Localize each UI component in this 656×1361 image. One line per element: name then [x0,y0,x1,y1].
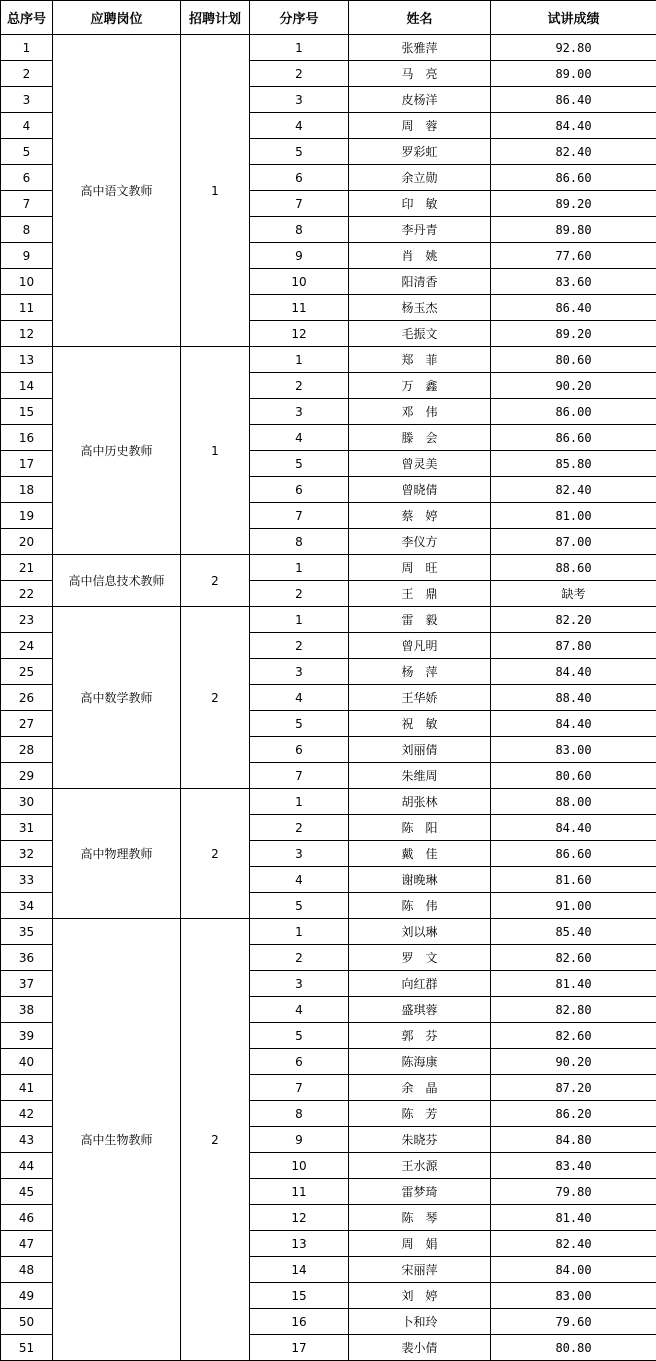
sub-no-cell: 3 [250,87,349,113]
total-no-cell: 24 [1,633,53,659]
name-cell: 杨玉杰 [349,295,491,321]
name-cell: 曾凡明 [349,633,491,659]
sub-no-cell: 8 [250,1101,349,1127]
header-name: 姓名 [349,1,491,35]
score-cell: 85.40 [491,919,656,945]
plan-cell: 1 [181,35,250,347]
position-cell: 高中语文教师 [53,35,181,347]
total-no-cell: 8 [1,217,53,243]
score-cell: 86.60 [491,165,656,191]
name-cell: 王水源 [349,1153,491,1179]
name-cell: 祝 敏 [349,711,491,737]
name-cell: 陈海康 [349,1049,491,1075]
header-score: 试讲成绩 [491,1,656,35]
score-cell: 82.40 [491,1231,656,1257]
sub-no-cell: 12 [250,321,349,347]
total-no-cell: 50 [1,1309,53,1335]
sub-no-cell: 3 [250,399,349,425]
sub-no-cell: 9 [250,1127,349,1153]
score-cell: 86.00 [491,399,656,425]
name-cell: 朱维周 [349,763,491,789]
sub-no-cell: 11 [250,1179,349,1205]
sub-no-cell: 7 [250,1075,349,1101]
name-cell: 李仪方 [349,529,491,555]
sub-no-cell: 5 [250,893,349,919]
score-cell: 81.60 [491,867,656,893]
score-cell: 88.00 [491,789,656,815]
sub-no-cell: 5 [250,711,349,737]
name-cell: 郑 菲 [349,347,491,373]
total-no-cell: 49 [1,1283,53,1309]
total-no-cell: 44 [1,1153,53,1179]
sub-no-cell: 5 [250,1023,349,1049]
sub-no-cell: 4 [250,867,349,893]
score-cell: 84.40 [491,659,656,685]
name-cell: 刘丽倩 [349,737,491,763]
sub-no-cell: 6 [250,165,349,191]
name-cell: 刘以琳 [349,919,491,945]
name-cell: 周 旺 [349,555,491,581]
sub-no-cell: 7 [250,763,349,789]
name-cell: 陈 芳 [349,1101,491,1127]
name-cell: 雷梦琦 [349,1179,491,1205]
name-cell: 滕 会 [349,425,491,451]
name-cell: 张雅萍 [349,35,491,61]
total-no-cell: 41 [1,1075,53,1101]
name-cell: 阳清香 [349,269,491,295]
score-cell: 88.40 [491,685,656,711]
score-cell: 82.80 [491,997,656,1023]
score-cell: 84.40 [491,113,656,139]
total-no-cell: 6 [1,165,53,191]
score-cell: 83.00 [491,1283,656,1309]
sub-no-cell: 17 [250,1335,349,1361]
total-no-cell: 1 [1,35,53,61]
sub-no-cell: 2 [250,61,349,87]
score-cell: 83.60 [491,269,656,295]
plan-cell: 1 [181,347,250,555]
sub-no-cell: 3 [250,659,349,685]
sub-no-cell: 4 [250,113,349,139]
sub-no-cell: 7 [250,191,349,217]
sub-no-cell: 8 [250,529,349,555]
table-row [1,347,656,373]
header-plan: 招聘计划 [181,1,250,35]
score-cell: 92.80 [491,35,656,61]
header-row [1,1,656,35]
name-cell: 陈 伟 [349,893,491,919]
total-no-cell: 13 [1,347,53,373]
name-cell: 罗 文 [349,945,491,971]
sub-no-cell: 13 [250,1231,349,1257]
total-no-cell: 9 [1,243,53,269]
sub-no-cell: 2 [250,581,349,607]
name-cell: 向红群 [349,971,491,997]
sub-no-cell: 3 [250,841,349,867]
name-cell: 万 鑫 [349,373,491,399]
total-no-cell: 21 [1,555,53,581]
name-cell: 陈 阳 [349,815,491,841]
total-no-cell: 14 [1,373,53,399]
total-no-cell: 2 [1,61,53,87]
name-cell: 周 娟 [349,1231,491,1257]
sub-no-cell: 6 [250,477,349,503]
name-cell: 曾晓倩 [349,477,491,503]
total-no-cell: 39 [1,1023,53,1049]
sub-no-cell: 2 [250,815,349,841]
name-cell: 肖 姚 [349,243,491,269]
total-no-cell: 36 [1,945,53,971]
score-cell: 81.40 [491,1205,656,1231]
table-body [1,35,656,1361]
score-cell: 88.60 [491,555,656,581]
table-row [1,555,656,581]
total-no-cell: 40 [1,1049,53,1075]
name-cell: 印 敏 [349,191,491,217]
score-cell: 87.20 [491,1075,656,1101]
sub-no-cell: 1 [250,919,349,945]
name-cell: 皮杨洋 [349,87,491,113]
name-cell: 王 鼎 [349,581,491,607]
sub-no-cell: 1 [250,555,349,581]
score-cell: 80.60 [491,763,656,789]
position-cell: 高中物理教师 [53,789,181,919]
table-row [1,607,656,633]
sub-no-cell: 2 [250,633,349,659]
total-no-cell: 10 [1,269,53,295]
total-no-cell: 7 [1,191,53,217]
total-no-cell: 17 [1,451,53,477]
sub-no-cell: 4 [250,997,349,1023]
sub-no-cell: 3 [250,971,349,997]
sub-no-cell: 4 [250,425,349,451]
sub-no-cell: 8 [250,217,349,243]
total-no-cell: 16 [1,425,53,451]
sub-no-cell: 1 [250,35,349,61]
sub-no-cell: 1 [250,607,349,633]
score-cell: 缺考 [491,581,656,607]
total-no-cell: 15 [1,399,53,425]
score-cell: 91.00 [491,893,656,919]
score-cell: 82.40 [491,477,656,503]
score-cell: 89.20 [491,321,656,347]
total-no-cell: 34 [1,893,53,919]
sub-no-cell: 16 [250,1309,349,1335]
score-cell: 84.80 [491,1127,656,1153]
total-no-cell: 42 [1,1101,53,1127]
score-cell: 82.60 [491,945,656,971]
name-cell: 余 晶 [349,1075,491,1101]
score-cell: 90.20 [491,1049,656,1075]
score-cell: 81.40 [491,971,656,997]
sub-no-cell: 14 [250,1257,349,1283]
header-total-no: 总序号 [1,1,53,35]
name-cell: 裴小倩 [349,1335,491,1361]
header-position: 应聘岗位 [53,1,181,35]
total-no-cell: 35 [1,919,53,945]
total-no-cell: 37 [1,971,53,997]
name-cell: 盛琪蓉 [349,997,491,1023]
total-no-cell: 26 [1,685,53,711]
total-no-cell: 23 [1,607,53,633]
score-cell: 83.40 [491,1153,656,1179]
name-cell: 罗彩虹 [349,139,491,165]
total-no-cell: 51 [1,1335,53,1361]
name-cell: 马 亮 [349,61,491,87]
score-cell: 86.40 [491,87,656,113]
score-cell: 80.80 [491,1335,656,1361]
plan-cell: 2 [181,919,250,1361]
plan-cell: 2 [181,555,250,607]
sub-no-cell: 6 [250,737,349,763]
total-no-cell: 46 [1,1205,53,1231]
total-no-cell: 11 [1,295,53,321]
score-cell: 89.80 [491,217,656,243]
score-cell: 86.60 [491,841,656,867]
score-cell: 80.60 [491,347,656,373]
score-cell: 87.00 [491,529,656,555]
score-cell: 82.60 [491,1023,656,1049]
score-cell: 84.00 [491,1257,656,1283]
name-cell: 胡张林 [349,789,491,815]
total-no-cell: 5 [1,139,53,165]
header-sub-no: 分序号 [250,1,349,35]
score-cell: 84.40 [491,711,656,737]
name-cell: 郭 芬 [349,1023,491,1049]
score-cell: 83.00 [491,737,656,763]
sub-no-cell: 5 [250,139,349,165]
total-no-cell: 19 [1,503,53,529]
position-cell: 高中历史教师 [53,347,181,555]
total-no-cell: 28 [1,737,53,763]
sub-no-cell: 7 [250,503,349,529]
score-cell: 82.40 [491,139,656,165]
total-no-cell: 31 [1,815,53,841]
total-no-cell: 43 [1,1127,53,1153]
sub-no-cell: 12 [250,1205,349,1231]
sub-no-cell: 2 [250,373,349,399]
score-cell: 84.40 [491,815,656,841]
total-no-cell: 38 [1,997,53,1023]
sub-no-cell: 10 [250,1153,349,1179]
total-no-cell: 27 [1,711,53,737]
plan-cell: 2 [181,789,250,919]
sub-no-cell: 1 [250,347,349,373]
score-cell: 82.20 [491,607,656,633]
sub-no-cell: 10 [250,269,349,295]
sub-no-cell: 6 [250,1049,349,1075]
score-cell: 85.80 [491,451,656,477]
name-cell: 戴 佳 [349,841,491,867]
name-cell: 陈 琴 [349,1205,491,1231]
score-cell: 77.60 [491,243,656,269]
name-cell: 王华娇 [349,685,491,711]
sub-no-cell: 4 [250,685,349,711]
name-cell: 雷 毅 [349,607,491,633]
score-cell: 86.40 [491,295,656,321]
total-no-cell: 12 [1,321,53,347]
score-cell: 89.00 [491,61,656,87]
total-no-cell: 32 [1,841,53,867]
total-no-cell: 4 [1,113,53,139]
score-cell: 89.20 [491,191,656,217]
name-cell: 毛振文 [349,321,491,347]
name-cell: 邓 伟 [349,399,491,425]
score-cell: 81.00 [491,503,656,529]
table-row [1,789,656,815]
total-no-cell: 3 [1,87,53,113]
sub-no-cell: 11 [250,295,349,321]
name-cell: 刘 婷 [349,1283,491,1309]
total-no-cell: 33 [1,867,53,893]
table-row [1,919,656,945]
sub-no-cell: 5 [250,451,349,477]
total-no-cell: 18 [1,477,53,503]
position-cell: 高中生物教师 [53,919,181,1361]
name-cell: 朱晓芬 [349,1127,491,1153]
name-cell: 李丹青 [349,217,491,243]
name-cell: 曾灵美 [349,451,491,477]
total-no-cell: 22 [1,581,53,607]
name-cell: 卜和玲 [349,1309,491,1335]
name-cell: 蔡 婷 [349,503,491,529]
name-cell: 周 蓉 [349,113,491,139]
total-no-cell: 29 [1,763,53,789]
name-cell: 谢晚琳 [349,867,491,893]
score-cell: 79.60 [491,1309,656,1335]
total-no-cell: 25 [1,659,53,685]
sub-no-cell: 2 [250,945,349,971]
name-cell: 余立勋 [349,165,491,191]
total-no-cell: 20 [1,529,53,555]
name-cell: 宋丽萍 [349,1257,491,1283]
score-cell: 79.80 [491,1179,656,1205]
total-no-cell: 47 [1,1231,53,1257]
sub-no-cell: 9 [250,243,349,269]
score-cell: 86.20 [491,1101,656,1127]
total-no-cell: 45 [1,1179,53,1205]
sub-no-cell: 15 [250,1283,349,1309]
position-cell: 高中数学教师 [53,607,181,789]
score-cell: 87.80 [491,633,656,659]
score-cell: 90.20 [491,373,656,399]
total-no-cell: 30 [1,789,53,815]
sub-no-cell: 1 [250,789,349,815]
plan-cell: 2 [181,607,250,789]
position-cell: 高中信息技术教师 [53,555,181,607]
total-no-cell: 48 [1,1257,53,1283]
table-row [1,35,656,61]
score-cell: 86.60 [491,425,656,451]
name-cell: 杨 萍 [349,659,491,685]
